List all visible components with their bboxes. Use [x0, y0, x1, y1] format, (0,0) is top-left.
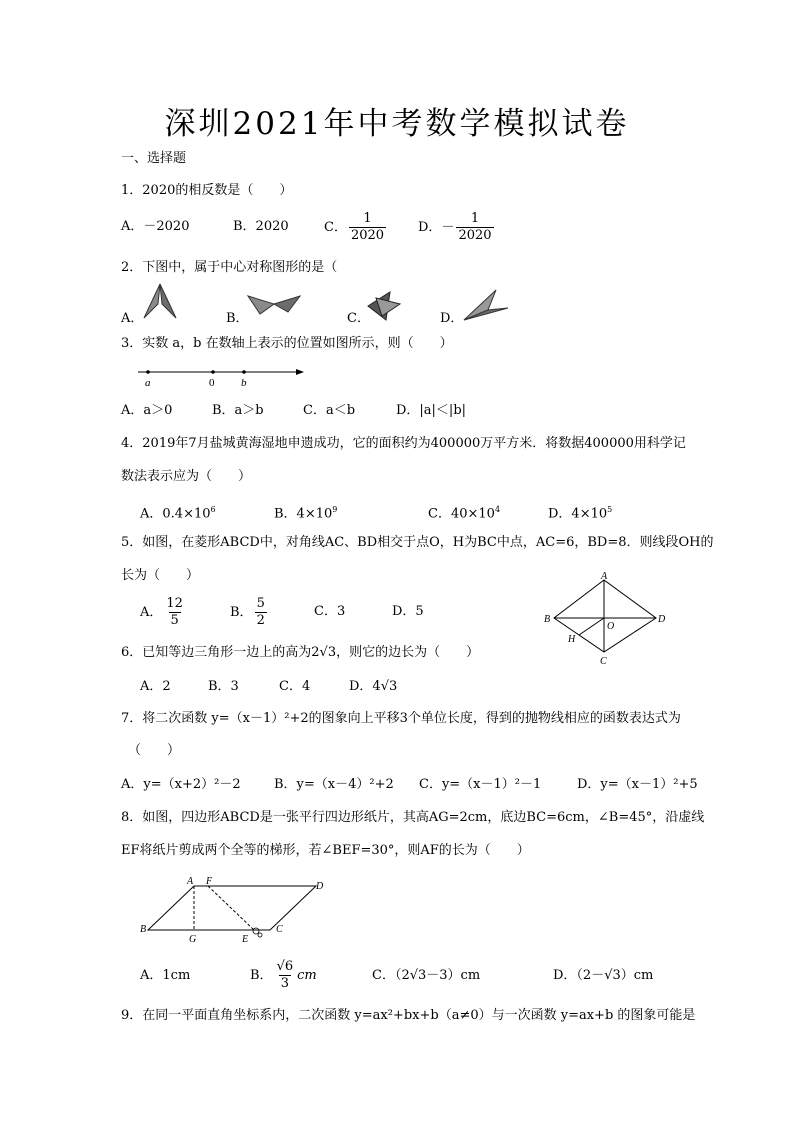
q4-c-exponent: 4 [494, 505, 501, 514]
q1-c-numerator: 1 [363, 211, 372, 226]
q3-label-a: a [145, 377, 151, 389]
q5-a-prefix: A． [140, 604, 163, 620]
q5-b-prefix: B． [230, 604, 253, 620]
q3-option-d: D．|a|＜|b| [396, 403, 467, 418]
q3-stem: 3．实数 a，b 在数轴上表示的位置如图所示，则（ ） [121, 336, 453, 351]
q2-figure-a [140, 282, 180, 322]
q1-d-numerator: 1 [470, 211, 480, 226]
q8-b-unit: cm [297, 967, 317, 983]
q8-parallelogram-figure [138, 874, 338, 948]
q4-option-a [140, 502, 216, 522]
q8-option-a: A．1cm [140, 968, 191, 983]
q5-a-denominator: 5 [170, 613, 179, 628]
q5-option-a [140, 596, 187, 629]
q5-b-fraction [255, 596, 267, 629]
q3-label-zero: 0 [209, 377, 215, 389]
q1-option-d [418, 211, 496, 244]
q5-label-c: C [600, 656, 607, 667]
q1-d-fraction [456, 211, 493, 244]
q2-figure-b [246, 292, 302, 318]
q5-option-b [230, 596, 269, 629]
q2-option-a: A． [121, 311, 144, 326]
q8-label-a: A [187, 876, 194, 887]
q1-d-denominator: 2020 [458, 228, 492, 243]
q8-label-e: E [242, 934, 249, 945]
q1-stem: 1．2020的相反数是（ ） [121, 183, 293, 198]
q9-stem: 9．在同一平面直角坐标系内，二次函数 y=ax²+bx+b（a≠0）与一次函数 y=ax+b 的图象可能是 [121, 1008, 696, 1023]
q5-rhombus-figure [540, 570, 670, 666]
q3-label-b: b [241, 377, 247, 389]
q1-option-b: B．2020 [233, 219, 289, 234]
q8-label-d: D [316, 881, 324, 892]
q2-option-c: C． [347, 311, 370, 326]
q3-option-a: A．a＞0 [121, 403, 173, 418]
q5-stem-line2: 长为（ ） [121, 568, 200, 583]
q3-option-c: C．a＜b [303, 403, 356, 418]
q4-stem-line2: 数法表示应为（ ） [121, 469, 252, 484]
q6-option-d: D．4√3 [349, 679, 398, 694]
q6-option-a: A．2 [140, 679, 171, 694]
q5-option-c: C．3 [314, 604, 346, 619]
q4-c-text: C．40×10 [428, 506, 495, 522]
q8-label-b: B [140, 924, 147, 935]
q4-d-exponent: 5 [607, 505, 613, 514]
q5-label-a: A [601, 571, 608, 582]
q8-b-fraction [275, 959, 296, 992]
q1-c-prefix: C． [324, 219, 347, 235]
q6-option-b: B．3 [208, 679, 239, 694]
q7-option-c: C．y=（x－1）²－1 [419, 777, 542, 792]
q2-stem: 2．下图中，属于中心对称图形的是（ [121, 260, 338, 275]
q4-a-text: A．0.4×10 [140, 506, 211, 522]
q5-a-fraction [164, 596, 185, 629]
q2-option-d: D． [440, 311, 464, 326]
q8-option-b [250, 959, 317, 992]
q3-option-b: B．a＞b [212, 403, 264, 418]
q7-option-b: B．y=（x－4）²+2 [274, 777, 394, 792]
q7-option-d: D．y=（x－1）²+5 [577, 777, 698, 792]
q8-b-denominator: 3 [280, 976, 289, 991]
q1-option-a: A．－2020 [121, 219, 190, 234]
q2-figure-c [364, 290, 404, 324]
page-title: 深圳2021年中考数学模拟试卷 [164, 106, 630, 142]
q5-label-d: D [658, 614, 666, 625]
q8-stem-line2: EF将纸片剪成两个全等的梯形，若∠BEF=30°，则AF的长为（ ） [121, 843, 530, 858]
q3-number-line [138, 364, 308, 390]
q8-label-c: C [276, 924, 283, 935]
q4-option-d [548, 502, 612, 522]
q7-stem-line1: 7．将二次函数 y=（x－1）²+2的图象向上平移3个单位长度，得到的抛物线相应的函数表达式为 [121, 711, 681, 726]
q8-label-f: F [206, 876, 213, 887]
q2-figure-d [460, 288, 512, 324]
q4-option-c [428, 502, 500, 522]
q1-c-denominator: 2020 [350, 228, 385, 243]
q1-option-c [324, 211, 388, 244]
q5-label-b: B [544, 614, 551, 625]
q7-stem-line2: （ ） [128, 743, 181, 758]
q4-a-exponent: 6 [210, 505, 216, 514]
q1-c-fraction [349, 211, 386, 244]
q6-option-c: C．4 [279, 679, 311, 694]
q4-b-text: B．4×10 [274, 506, 333, 522]
q4-stem-line1: 4．2019年7月盐城黄海湿地申遗成功，它的面积约为400000万平方米．将数据400000用科学记 [121, 436, 686, 451]
section-heading: 一、选择题 [121, 151, 187, 166]
q8-stem-line1: 8．如图，四边形ABCD是一张平行四边形纸片，其高AG=2cm，底边BC=6cm，∠B=45°，沿虚线 [121, 810, 705, 825]
q5-b-denominator: 2 [256, 613, 265, 628]
q5-b-numerator: 5 [256, 596, 265, 611]
q4-d-text: D．4×10 [548, 506, 608, 522]
q8-label-g: G [189, 934, 197, 945]
q6-stem: 6．已知等边三角形一边上的高为2√3，则它的边长为（ ） [121, 645, 480, 660]
q8-option-c: C．（2√3－3）cm [372, 968, 481, 983]
q5-label-o: O [607, 621, 615, 632]
q8-b-prefix: B． [250, 967, 273, 983]
q2-option-b: B． [226, 311, 249, 326]
q5-a-numerator: 12 [166, 596, 183, 611]
q5-label-h: H [568, 634, 576, 645]
q4-b-exponent: 9 [332, 505, 338, 514]
q7-option-a: A．y=（x+2）²－2 [121, 777, 241, 792]
q4-option-b [274, 502, 337, 522]
q8-b-numerator: √6 [276, 959, 294, 974]
q1-d-prefix: D．－ [418, 219, 455, 235]
q5-option-d: D．5 [392, 604, 424, 619]
q5-stem-line1: 5．如图，在菱形ABCD中，对角线AC、BD相交于点O，H为BC中点，AC=6，BD=8．则线段OH的 [121, 535, 714, 550]
q8-option-d: D．（2－√3）cm [553, 968, 654, 983]
